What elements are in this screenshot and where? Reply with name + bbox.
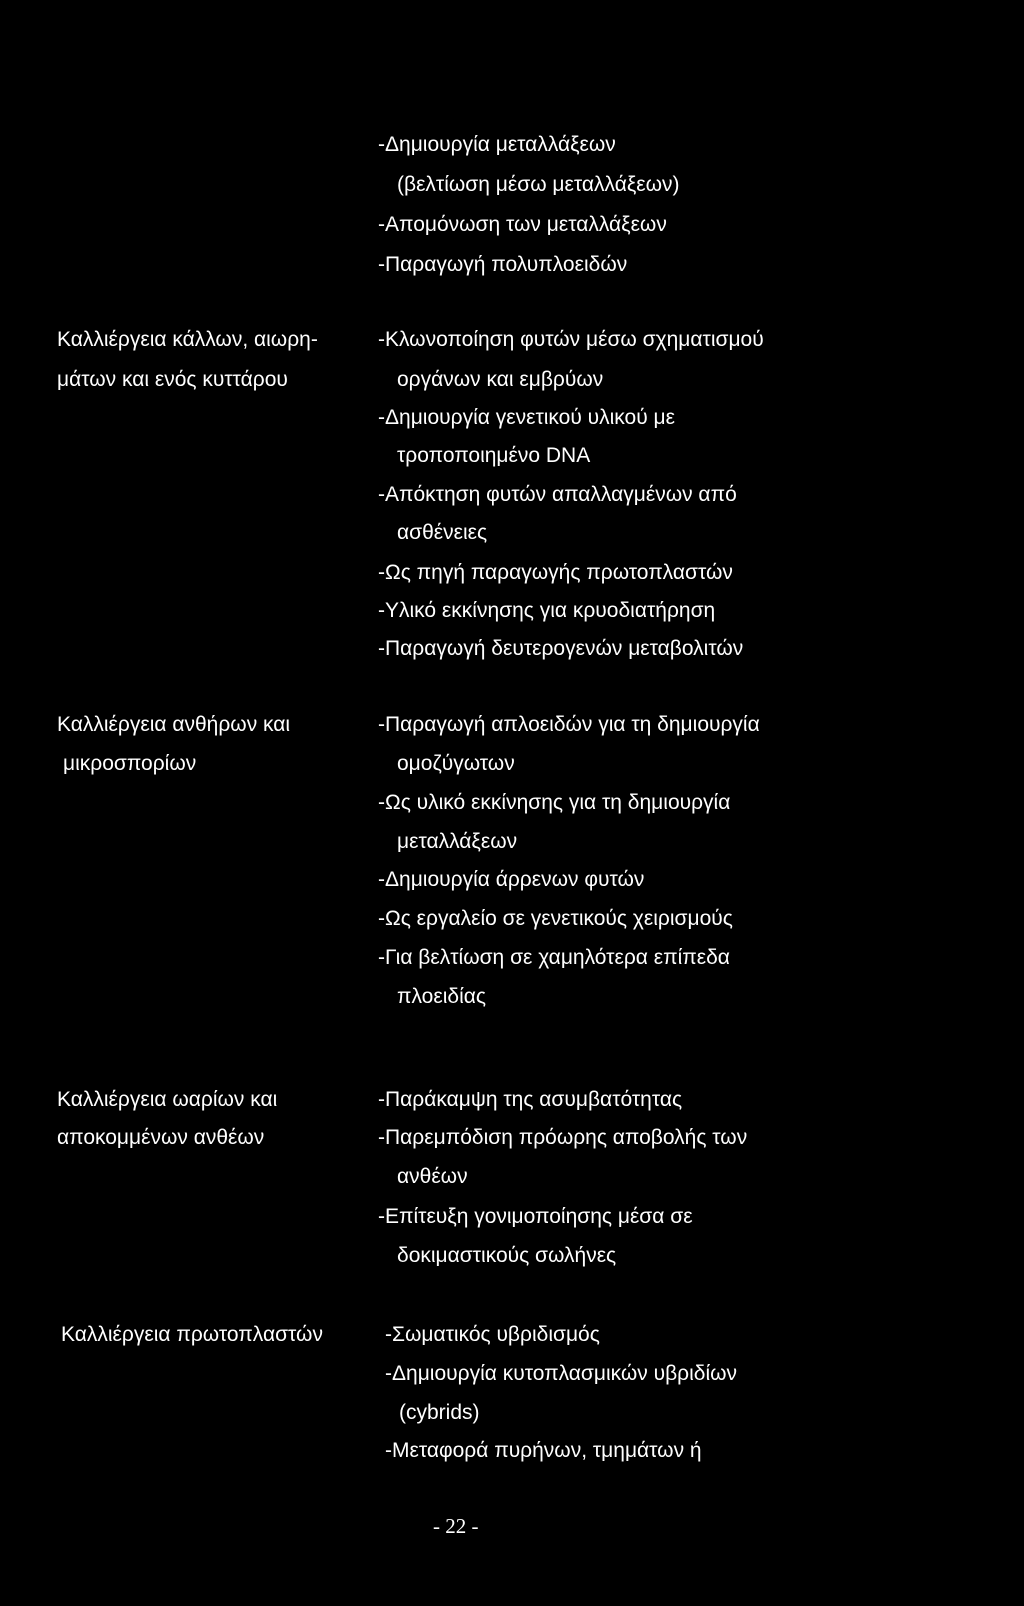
application-line: (βελτίωση μέσω μεταλλάξεων) — [397, 173, 680, 196]
application-line: -Μεταφορά πυρήνων, τμημάτων ή — [385, 1439, 702, 1462]
technique-label: Καλλιέργεια ωαρίων και — [57, 1088, 278, 1111]
application-line: -Παράκαμψη της ασυμβατότητας — [378, 1088, 683, 1111]
application-line: πλοειδίας — [397, 985, 486, 1008]
application-line: -Για βελτίωση σε χαμηλότερα επίπεδα — [378, 946, 730, 969]
application-line: -Παραγωγή δευτερογενών μεταβολιτών — [378, 637, 744, 660]
application-line: -Δημιουργία μεταλλάξεων — [378, 133, 616, 156]
application-line: -Ως πηγή παραγωγής πρωτοπλαστών — [378, 561, 733, 584]
application-line: -Απομόνωση των μεταλλάξεων — [378, 213, 667, 236]
technique-label: αποκομμένων ανθέων — [57, 1126, 265, 1149]
application-line: -Παραγωγή πολυπλοειδών — [378, 253, 628, 276]
application-line: -Υλικό εκκίνησης για κρυοδιατήρηση — [378, 599, 716, 622]
application-line: δοκιμαστικούς σωλήνες — [397, 1244, 617, 1267]
application-line: -Κλωνοποίηση φυτών μέσω σχηματισμού — [378, 328, 764, 351]
application-line: -Δημιουργία γενετικού υλικού με — [378, 406, 675, 429]
application-line: μεταλλάξεων — [397, 830, 518, 853]
application-line: (cybrids) — [399, 1401, 480, 1424]
technique-label: μάτων και ενός κυττάρου — [57, 368, 288, 391]
application-line: -Δημιουργία άρρενων φυτών — [378, 868, 645, 891]
application-line: -Δημιουργία κυτοπλασμικών υβριδίων — [385, 1362, 738, 1385]
application-line: -Παραγωγή απλοειδών για τη δημιουργία — [378, 713, 760, 736]
technique-label: μικροσπορίων — [63, 752, 197, 775]
application-line: ομοζύγωτων — [397, 752, 515, 775]
application-line: ασθένειες — [397, 521, 488, 544]
technique-label: Καλλιέργεια κάλλων, αιωρη- — [57, 328, 318, 351]
application-line: -Ως εργαλείο σε γενετικούς χειρισμούς — [378, 907, 733, 930]
application-line: ανθέων — [397, 1165, 468, 1188]
technique-label: Καλλιέργεια ανθήρων και — [57, 713, 291, 736]
page-number: - 22 - — [433, 1514, 479, 1538]
application-line: -Απόκτηση φυτών απαλλαγμένων από — [378, 483, 737, 506]
application-line: οργάνων και εμβρύων — [397, 368, 604, 391]
application-line: -Σωματικός υβριδισμός — [385, 1323, 600, 1346]
application-line: -Παρεμπόδιση πρόωρης αποβολής των — [378, 1126, 748, 1149]
application-line: -Ως υλικό εκκίνησης για τη δημιουργία — [378, 791, 731, 814]
application-line: -Επίτευξη γονιμοποίησης μέσα σε — [378, 1205, 693, 1228]
application-line: τροποποιημένο DNA — [397, 444, 591, 467]
technique-label: Καλλιέργεια πρωτοπλαστών — [61, 1323, 323, 1346]
